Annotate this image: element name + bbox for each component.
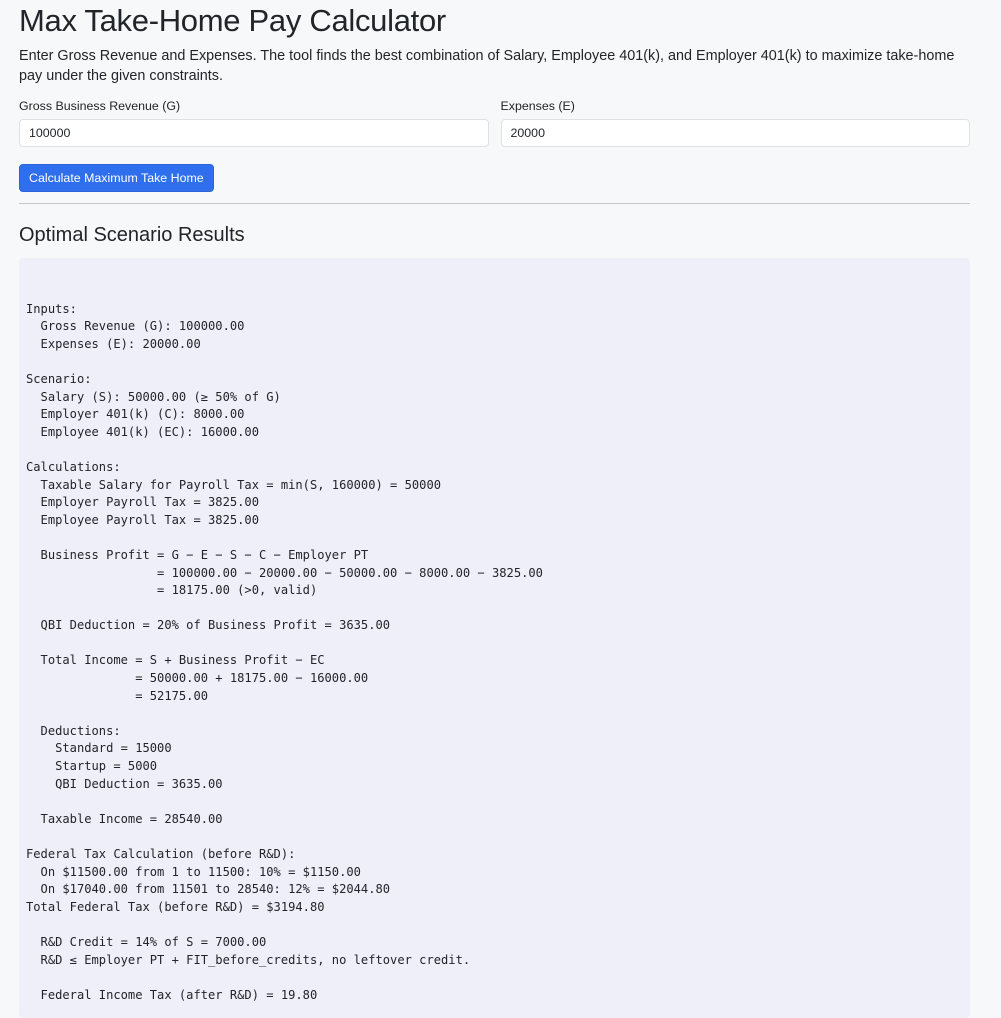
page-container <box>0 2 1001 1018</box>
gross-revenue-group <box>19 99 489 147</box>
page-description: Enter Gross Revenue and Expenses. The tool finds the best combination of Salary, Employee 401(k), and Employer 401(k) to maximize take-home pay under the given constraints. <box>19 48 955 84</box>
divider <box>19 203 970 204</box>
expenses-group <box>501 99 971 147</box>
input-row <box>19 99 970 147</box>
expenses-input[interactable] <box>501 119 971 147</box>
calculate-button[interactable]: Calculate Maximum Take Home <box>19 164 214 192</box>
results-output: Inputs: Gross Revenue (G): 100000.00 Expenses (E): 20000.00 Scenario: Salary (S): 50000.00 (≥ 50% of G) Employer 401(k) (C): 8000.00 Employee 401(k) (EC): 16000.00 Calculations: Taxable Salary for Payroll Tax = min(S, 160000) = 50000 Employer Payroll Tax = 3825.00 Employee Payroll Tax = 3825.00 Business Profit = G − E − S − C − Employer PT = 100000.00 − 20000.00 − 50000.00 − 8000.00 − 3825.00 = 18175.00 (>0, valid) QBI Deduction = 20% of Business Profit = 3635.00 Total Income = S + Business Profit − EC = 50000.00 + 18175.00 − 16000.00 = 52175.00 Deductions: Standard = 15000 Startup = 5000 QBI Deduction = 3635.00 Taxable Income = 28540.00 Federal Tax Calculation (before R&D): On $11500.00 from 1 to 11500: 10% = $1150.00 On $17040.00 from 11501 to 28540: 12% = $2044.80 Total Federal Tax (before R&D) = $3194.80 R&D Credit = 14% of S = 7000.00 R&D ≤ Employer PT + FIT_before_credits, no leftover credit. Federal Income Tax (after R&D) = 19.80 <box>26 301 543 1002</box>
expenses-label: Expenses (E) <box>500 99 575 113</box>
results-panel <box>19 258 970 1018</box>
page-title: Max Take-Home Pay Calculator <box>19 3 446 38</box>
gross-revenue-input[interactable] <box>19 119 489 147</box>
results-heading: Optimal Scenario Results <box>19 224 245 246</box>
gross-revenue-label: Gross Business Revenue (G) <box>19 99 181 113</box>
